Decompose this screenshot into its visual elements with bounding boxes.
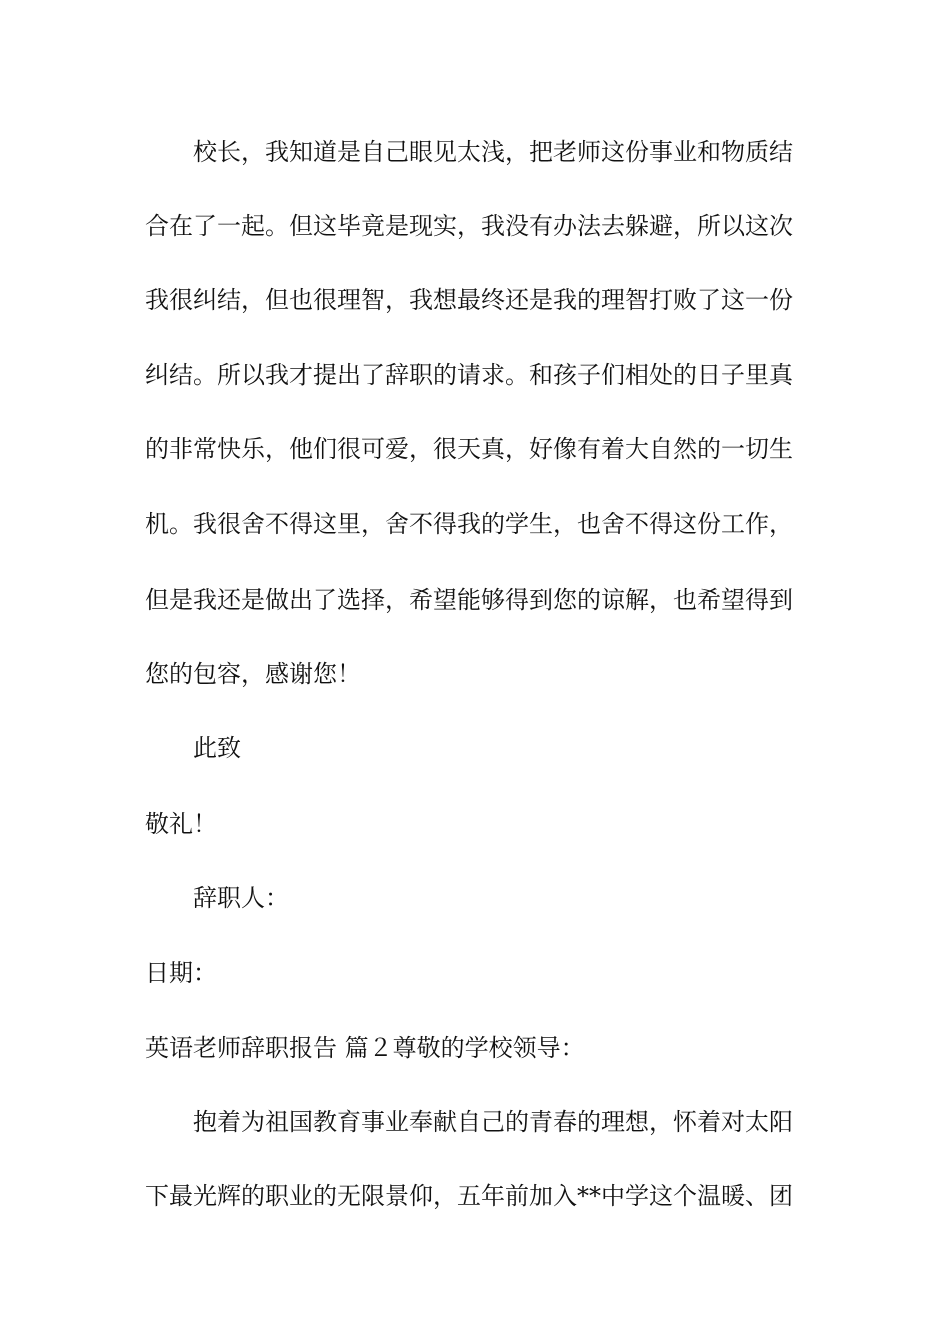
paragraph-line: 下最光辉的职业的无限景仰，五年前加入**中学这个温暖、团 xyxy=(145,1182,793,1210)
paragraph-line: 合在了一起。但这毕竟是现实，我没有办法去躲避，所以这次 xyxy=(145,212,793,240)
signer-label: 辞职人： xyxy=(193,884,289,912)
closing-regards: 敬礼！ xyxy=(145,810,217,838)
paragraph-line: 机。我很舍不得这里，舍不得我的学生，也舍不得这份工作， xyxy=(145,510,793,538)
paragraph-line: 我很纠结，但也很理智，我想最终还是我的理智打败了这一份 xyxy=(145,286,793,314)
paragraph-line: 但是我还是做出了选择，希望能够得到您的谅解，也希望得到 xyxy=(145,586,793,614)
paragraph-line: 抱着为祖国教育事业奉献自己的青春的理想，怀着对太阳 xyxy=(193,1108,793,1136)
paragraph-line: 的非常快乐，他们很可爱，很天真，好像有着大自然的一切生 xyxy=(145,435,793,463)
date-label: 日期： xyxy=(145,959,217,987)
paragraph-line: 纠结。所以我才提出了辞职的请求。和孩子们相处的日子里真 xyxy=(145,361,793,389)
closing-salutation: 此致 xyxy=(193,734,241,762)
paragraph-line: 校长，我知道是自己眼见太浅，把老师这份事业和物质结 xyxy=(193,138,793,166)
section-heading: 英语老师辞职报告 篇２尊敬的学校领导： xyxy=(145,1034,585,1062)
paragraph-line: 您的包容，感谢您！ xyxy=(145,660,361,688)
